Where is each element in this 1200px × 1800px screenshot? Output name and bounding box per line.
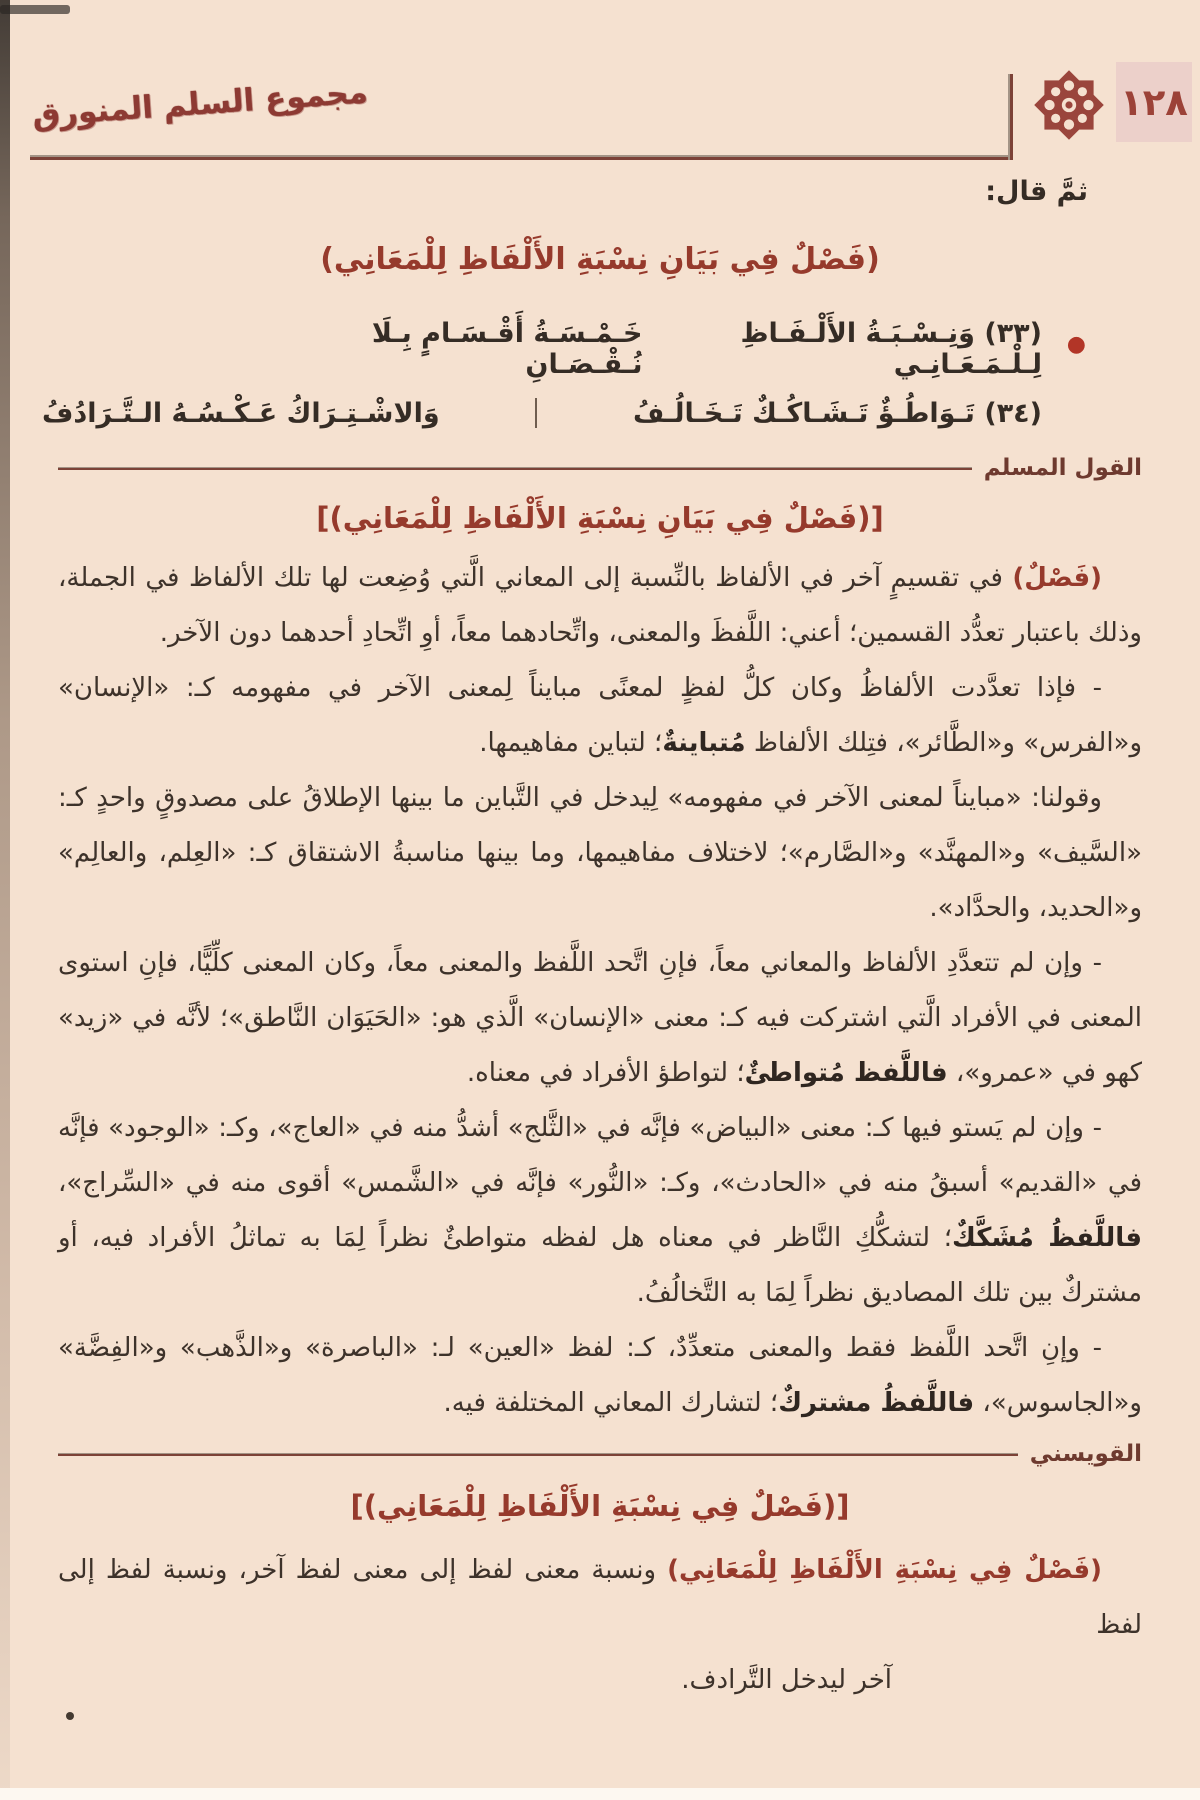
paragraph-2 — [58, 661, 1142, 771]
paragraph-2-tail: ؛ لتباين مفاهيمها. — [479, 728, 663, 758]
commentary-divider-qawl-musallam — [58, 455, 1142, 481]
then-said-label: ثمَّ قال: — [985, 176, 1088, 207]
commentary-label-quwaysini: القويسني — [1029, 1441, 1142, 1467]
paragraph-7-text: ونسبة معنى لفظ إلى معنى لفظ آخر، ونسبة لفظ إلى لفظ — [58, 1555, 1142, 1640]
book-title-logo: مجموع السلم المنورق — [31, 74, 369, 134]
verse-block — [42, 317, 1086, 445]
hemistich-divider — [535, 398, 537, 428]
commentary-divider-quwaysini — [58, 1441, 1142, 1467]
verse-line-33 — [42, 317, 1086, 381]
paragraph-6 — [58, 1321, 1142, 1431]
commentary-label: القول المسلم — [983, 455, 1142, 481]
page-number-badge — [1116, 62, 1192, 142]
paragraph-1-text: في تقسيمٍ آخر في الألفاظ بالنِّسبة إلى المعاني الَّتي وُضِعت لها تلك الألفاظ في الجملة، وذلك باعتبار تعدُّد القسمين؛ أعني: اللَّفظَ والمعنى، واتِّحادهما معاً، أوِ اتِّحادِ أحدهما دون الآخر. — [58, 563, 1142, 648]
section-heading-matn: (فَصْلٌ فِي بَيَانِ نِسْبَةِ الأَلْفَاظِ لِلْمَعَانِي) — [320, 242, 880, 277]
star-ornament-icon — [1028, 64, 1110, 146]
paragraph-6-term: فاللَّفظُ مشتركٌ — [778, 1388, 975, 1418]
ink-dot — [66, 1712, 74, 1720]
paragraph-2-term: مُتباينةٌ — [662, 728, 746, 758]
scan-top-smudge — [0, 5, 70, 14]
header-rule-vertical — [1008, 74, 1013, 160]
paragraph-4-text: - وإن لم تتعدَّدِ الألفاظ والمعاني معاً، فإنِ اتَّحد اللَّفظ والمعنى معاً، وكان المعنى كلِّيًّا، فإنِ استوى المعنى في الأفراد الَّتي اشتركت فيه كـ: معنى «الإنسان» الَّذي هو: «الحَيَوَان النَّاطق»؛ لأنَّه في «زيد» كهو في «عمرو»، — [58, 948, 1142, 1088]
section-heading-commentary-2: [(فَصْلٌ فِي نِسْبَةِ الأَلْفَاظِ لِلْمَعَانِي)] — [350, 1489, 850, 1523]
paragraph-4-term: فاللَّفظ مُتواطئٌ — [744, 1058, 948, 1088]
verse-bullet-icon: ● — [1066, 332, 1086, 357]
verse-line-34 — [42, 381, 1042, 445]
paragraph-7 — [58, 1543, 1142, 1653]
paragraph-1 — [58, 551, 1142, 661]
paragraph-5-text: - وإن لم يَستو فيها كـ: معنى «البياض» فإنَّه في «الثَّلج» أشدُّ منه في «العاج»، وكـ: «الوجود» فإنَّه في «القديم» أسبقُ منه في «الحادث»، وكـ: «النُّور» فإنَّه في «الشَّمس» أقوى منه في «السِّراج»، — [58, 1113, 1142, 1198]
page-content — [0, 228, 1200, 1708]
paragraph-6-tail: ؛ لتشارك المعاني المختلفة فيه. — [443, 1388, 779, 1418]
paragraph-1-lead: (فَصْلٌ) — [1012, 563, 1102, 593]
paragraph-2-text: - فإذا تعدَّدت الألفاظُ وكان كلُّ لفظٍ لمعنًى مبايناً لِمعنى الآخر في مفهومه كـ: «الإنسان» و«الفرس» و«الطَّائر»، فتِلك الألفاظ — [58, 673, 1142, 758]
verse-34-first-hemistich: (٣٤) تَـوَاطُـؤٌ تَـشَـاكُـكٌ تَـخَـالُـفُ — [633, 397, 1042, 429]
paragraph-7-lead: (فَصْلٌ فِي نِسْبَةِ الأَلْفَاظِ لِلْمَعَانِي) — [667, 1555, 1102, 1585]
paragraph-6-text: - وإنِ اتَّحد اللَّفظ فقط والمعنى متعدِّدٌ، كـ: لفظ «العين» لـ: «الباصرة» و«الذَّهب» و«الفِضَّة» و«الجاسوس»، — [58, 1333, 1142, 1418]
paragraph-4 — [58, 936, 1142, 1101]
divider-line — [58, 1453, 1018, 1456]
section-heading-commentary-1: [(فَصْلٌ فِي بَيَانِ نِسْبَةِ الأَلْفَاظِ لِلْمَعَانِي)] — [316, 501, 884, 535]
header-rule-horizontal — [30, 155, 1012, 160]
paragraph-4-tail: ؛ لتواطؤ الأفراد في معناه. — [466, 1058, 745, 1088]
verse-33-first-hemistich: (٣٣) وَنِـسْـبَـةُ الأَلْـفَـاظِ لِـلْـمَـعَـانِـي — [740, 318, 1042, 380]
verse-33-second-hemistich: خَـمْـسَـةُ أَقْـسَـامٍ بِـلَا نُـقْـصَـانِ — [371, 318, 643, 380]
paragraph-5-tail: ؛ لتشكُّكِ النَّاظر في معناه هل لفظه متواطئٌ نظراً لِمَا به تماثلُ الأفراد فيه، أو مشتركٌ بين تلك المصاديق نظراً لِمَا به التَّخالُفُ. — [58, 1223, 1142, 1308]
divider-line — [58, 467, 972, 470]
paragraph-5-term: فاللَّفظُ مُشَكَّكٌ — [951, 1223, 1142, 1253]
page-number: ١٢٨ — [1120, 80, 1188, 124]
paragraph-7-last-line: آخر ليدخل التَّرادف. — [681, 1665, 892, 1695]
scan-bottom-edge — [0, 1788, 1200, 1800]
paragraph-5 — [58, 1101, 1142, 1321]
paragraph-3 — [58, 771, 1142, 936]
paragraph-3-text: وقولنا: «مبايناً لمعنى الآخر في مفهومه» لِيدخل في التَّباين ما بينها الإطلاقُ على مصدوقٍ واحدٍ كـ: «السَّيف» و«المهنَّد» و«الصَّارم»؛ لاختلاف مفاهيمها، وما بينها مناسبةُ الاشتقاق كـ: «العِلم، والعالِم» و«الحديد، والحدَّاد». — [58, 783, 1142, 923]
verse-34-second-hemistich: وَالاشْـتِـرَاكُ عَـكْـسُـهُ الـتَّـرَادُفُ — [42, 397, 440, 429]
